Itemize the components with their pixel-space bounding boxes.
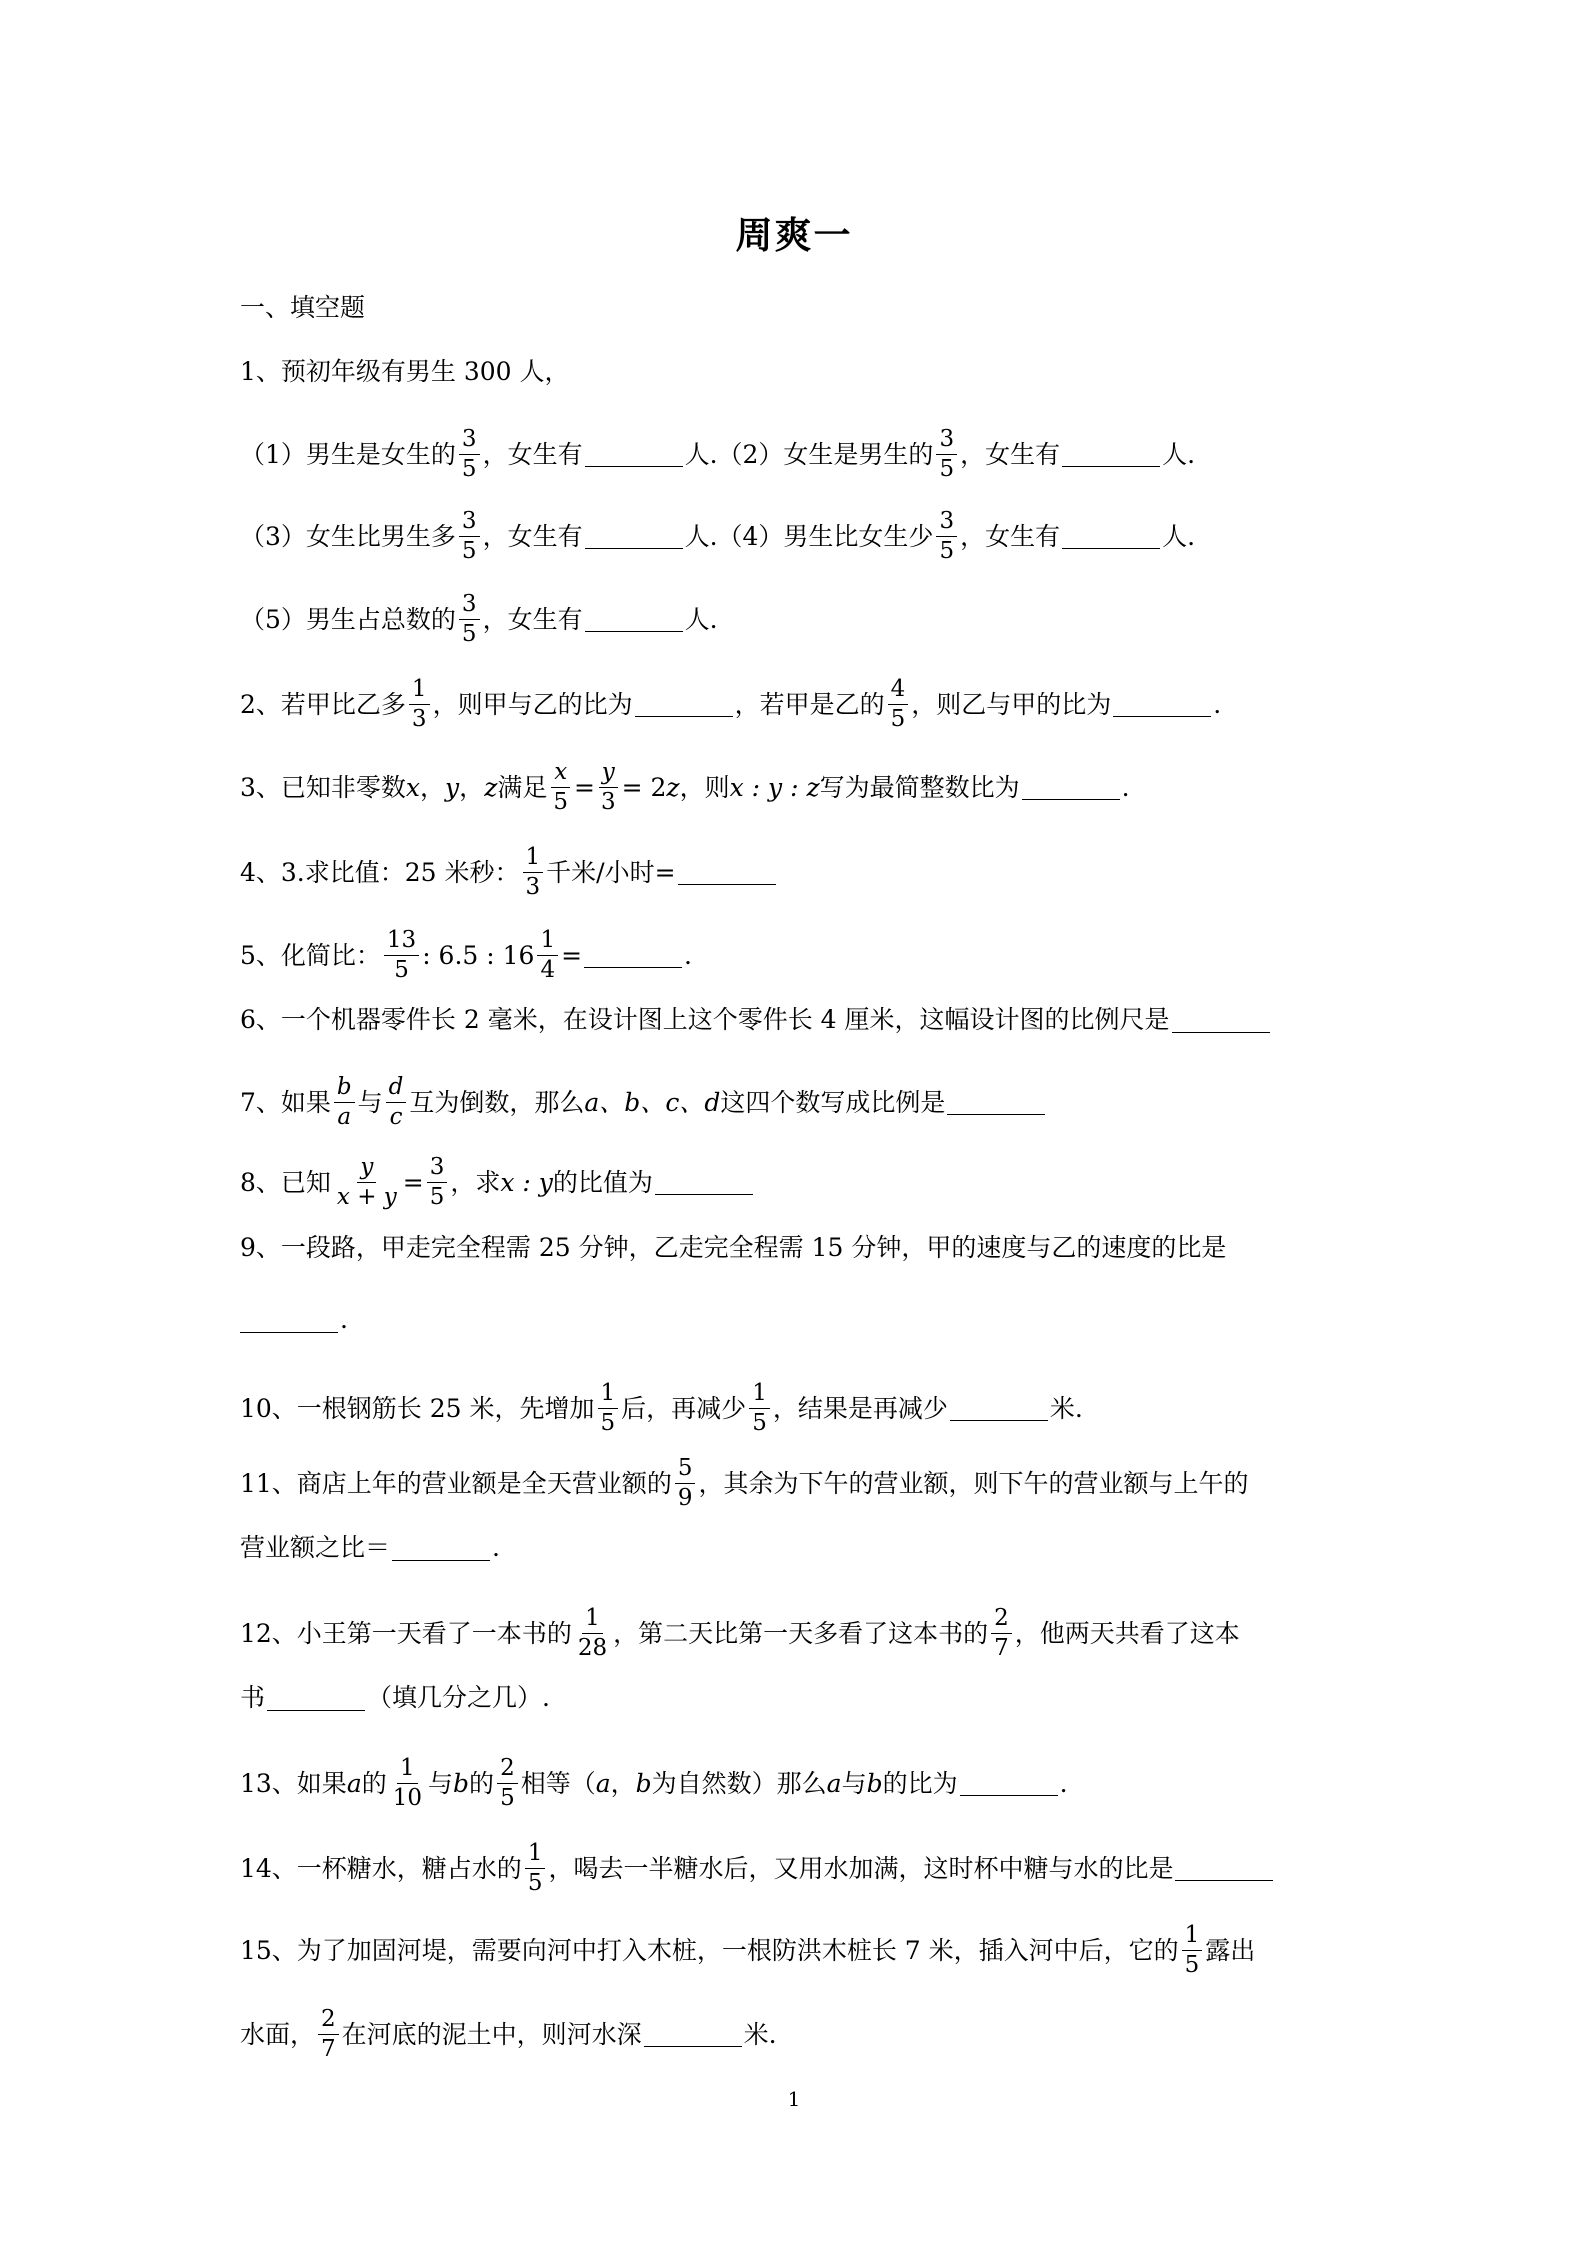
question-13 [240, 1755, 1360, 1812]
q3-text: ，则 [679, 772, 730, 802]
question-10 [240, 1380, 1360, 1437]
answer-blank[interactable] [392, 1536, 490, 1561]
answer-blank[interactable] [655, 1170, 753, 1195]
var-b: b [635, 1768, 652, 1798]
fraction-3-5 [459, 591, 480, 648]
question-11-continued [240, 1530, 1360, 1566]
frac-num: 1 [523, 844, 544, 873]
fraction-1-3 [523, 844, 544, 901]
q9-text: 9、一段路，甲走完全程需 25 分钟，乙走完全程需 15 分钟，甲的速度与乙的速度的比是 [240, 1233, 1227, 1262]
q5-text: . [684, 940, 692, 970]
question-1-stem [240, 354, 1360, 390]
frac-num: 4 [888, 676, 909, 705]
q12-text: ，他两天共看了这本 [1014, 1618, 1240, 1648]
q15-text: 米. [743, 2019, 777, 2049]
q13-text: 的 [361, 1768, 387, 1798]
question-9-continued [240, 1302, 1360, 1338]
frac-den: 5 [461, 621, 477, 647]
ratio-xyz: x : y : z [729, 772, 820, 802]
frac-num: 13 [384, 927, 419, 956]
frac-den: a [337, 1104, 352, 1130]
q2-text: ，若甲是乙的 [734, 689, 885, 719]
q13-text: 的比为 [882, 1768, 958, 1798]
question-15 [240, 1922, 1360, 1979]
fraction-4-5 [888, 676, 909, 733]
answer-blank[interactable] [585, 442, 683, 467]
answer-blank[interactable] [1175, 1856, 1273, 1881]
q5-text: : 6.5 : 16 [422, 940, 535, 970]
frac-den: 7 [994, 1635, 1009, 1661]
q7-text: 与 [357, 1087, 383, 1117]
frac-den: 4 [540, 957, 556, 983]
question-12-continued [240, 1680, 1360, 1716]
frac-num: y [599, 759, 618, 788]
question-1-part-5 [240, 591, 1360, 648]
section-heading [240, 290, 1360, 326]
answer-blank[interactable] [585, 524, 683, 549]
frac-den: 5 [553, 789, 569, 815]
fraction-y-3 [598, 759, 619, 816]
q7-text: 互为倒数，那么 [409, 1087, 585, 1117]
ratio-xy: x : y [500, 1167, 553, 1197]
answer-blank[interactable] [1022, 775, 1120, 800]
frac-num: 3 [936, 508, 957, 537]
frac-num: 1 [397, 1755, 418, 1784]
q14-text: 14、一杯糖水，糖占水的 [240, 1853, 522, 1883]
fraction-1-5 [1182, 1922, 1203, 1979]
section-label: 一、填空题 [240, 293, 366, 322]
q10-text: 后，再减少 [621, 1393, 747, 1423]
frac-num: 1 [749, 1380, 770, 1409]
frac-num: 2 [497, 1755, 518, 1784]
frac-den: x + y [336, 1184, 397, 1210]
answer-blank[interactable] [950, 1396, 1048, 1421]
q7-text: 7、如果 [240, 1087, 331, 1117]
frac-num: 3 [427, 1154, 448, 1183]
answer-blank[interactable] [1113, 692, 1211, 717]
answer-blank[interactable] [267, 1686, 365, 1711]
q3-text: 满足 [497, 772, 548, 802]
frac-num: y [357, 1154, 376, 1183]
q13-text: 与 [841, 1768, 867, 1798]
q8-text: = [402, 1167, 424, 1197]
fraction-x-5 [550, 759, 571, 816]
frac-den: 5 [939, 456, 955, 482]
q12-text: 12、小王第一天看了一本书的 [240, 1618, 572, 1648]
frac-den: 5 [394, 957, 409, 983]
frac-num: 3 [459, 508, 480, 537]
question-11 [240, 1455, 1360, 1512]
frac-den: 7 [321, 2036, 336, 2062]
frac-num: 1 [598, 1380, 619, 1409]
answer-blank[interactable] [584, 943, 682, 968]
frac-num: 1 [582, 1605, 603, 1634]
q3-text: ， [420, 772, 446, 802]
frac-den: 5 [939, 538, 955, 564]
answer-blank[interactable] [1062, 442, 1160, 467]
frac-den: 3 [600, 789, 616, 815]
answer-blank[interactable] [1172, 1008, 1270, 1033]
q15-text: 露出 [1205, 1935, 1256, 1965]
question-8 [240, 1154, 1360, 1211]
q2-text: ，则甲与乙的比为 [432, 689, 633, 719]
q12-text: 书 [240, 1683, 266, 1712]
q5-text: 5、化简比： [240, 940, 381, 970]
q2-text: . [1213, 689, 1222, 719]
answer-blank[interactable] [644, 2022, 742, 2047]
q8-text: ，求 [450, 1167, 501, 1197]
frac-num: 2 [991, 1605, 1012, 1634]
q15-text: 在河底的泥土中，则河水深 [341, 2019, 642, 2049]
q1-text: 人. [1162, 521, 1196, 551]
var-z: z [484, 772, 498, 802]
q13-text: 相等（ [520, 1768, 596, 1798]
q1-text: （3）女生比男生多 [240, 521, 456, 551]
q11-text: 营业额之比＝ [240, 1533, 391, 1562]
frac-den: 5 [461, 456, 477, 482]
answer-blank[interactable] [585, 607, 683, 632]
q1-text: ，女生有 [482, 604, 583, 634]
var-x: x [405, 772, 421, 802]
question-4 [240, 844, 1360, 901]
fraction-1-28 [575, 1605, 610, 1662]
q5-text: = [561, 940, 583, 970]
answer-blank[interactable] [635, 692, 733, 717]
q3-text: ， [459, 772, 485, 802]
fraction-1-5 [598, 1380, 619, 1437]
fraction-1-4 [537, 927, 558, 984]
var-b: b [453, 1768, 470, 1798]
frac-den: 5 [890, 706, 906, 732]
var-a: a [346, 1768, 362, 1798]
frac-den: 5 [1184, 1952, 1200, 1978]
question-7 [240, 1074, 1360, 1131]
q1-text: 人. [1162, 439, 1196, 469]
question-14 [240, 1840, 1360, 1897]
q9-text: . [340, 1305, 348, 1334]
fraction-y-xy [334, 1154, 400, 1211]
page-number: 1 [787, 2087, 801, 2111]
fraction-3-5 [427, 1154, 448, 1211]
fraction-5-9 [675, 1455, 696, 1512]
question-9 [240, 1230, 1360, 1266]
frac-num: 3 [459, 426, 480, 455]
frac-num: 1 [525, 1840, 546, 1869]
q13-text: 的 [469, 1768, 495, 1798]
q6-text: 6、一个机器零件长 2 毫米，在设计图上这个零件长 4 厘米，这幅设计图的比例尺是 [240, 1005, 1170, 1034]
q4-text: 4、3.求比值：25 米秒： [240, 857, 520, 887]
fraction-1-3 [409, 676, 430, 733]
q8-text: 的比值为 [552, 1167, 653, 1197]
q3-text: = 2 [621, 772, 667, 802]
question-15-continued [240, 2006, 1360, 2063]
fraction-1-10 [390, 1755, 425, 1812]
frac-num: d [386, 1074, 407, 1103]
q7-vars: a、b、c、d [584, 1087, 721, 1117]
frac-den: 3 [525, 874, 541, 900]
q13-text: 13、如果 [240, 1768, 347, 1798]
fraction-1-5 [749, 1380, 770, 1437]
q13-text: 为自然数）那么 [651, 1768, 827, 1798]
frac-num: b [334, 1074, 355, 1103]
q2-text: 2、若甲比乙多 [240, 689, 406, 719]
var-a: a [595, 1768, 611, 1798]
q2-text: ，则乙与甲的比为 [911, 689, 1112, 719]
frac-den: 5 [752, 1410, 767, 1436]
question-2 [240, 676, 1360, 733]
frac-den: 3 [411, 706, 427, 732]
answer-blank[interactable] [240, 1308, 338, 1333]
frac-den: 5 [429, 1184, 445, 1210]
var-z: z [666, 772, 680, 802]
q7-text: 这四个数写成比例是 [720, 1087, 946, 1117]
var-a: a [826, 1768, 842, 1798]
q1-text: 人.（2）女生是男生的 [684, 439, 934, 469]
page-title: 周爽一 [735, 214, 853, 257]
q4-text: 千米/小时= [546, 857, 676, 887]
q1-text: ，女生有 [482, 439, 583, 469]
q13-text: . [1059, 1768, 1068, 1798]
q10-text: ，结果是再减少 [772, 1393, 948, 1423]
answer-blank[interactable] [1062, 524, 1160, 549]
q13-text: ， [610, 1768, 636, 1798]
question-6 [240, 1002, 1360, 1038]
q10-text: 米. [1049, 1393, 1083, 1423]
frac-num: x [551, 759, 570, 788]
q11-text: ，其余为下午的营业额，则下午的营业额与上午的 [698, 1468, 1249, 1498]
var-b: b [866, 1768, 883, 1798]
question-1-part-1-2 [240, 426, 1360, 483]
q10-text: 10、一根钢筋长 25 米，先增加 [240, 1393, 595, 1423]
fraction-2-5 [497, 1755, 518, 1812]
fraction-13-5 [384, 927, 419, 984]
q12-text: （填几分之几）. [367, 1683, 550, 1712]
frac-den: 5 [600, 1410, 616, 1436]
fraction-3-5 [936, 426, 957, 483]
fraction-d-c [386, 1074, 407, 1131]
fraction-1-5 [525, 1840, 546, 1897]
q11-text: 11、商店上年的营业额是全天营业额的 [240, 1468, 672, 1498]
q1-text: ，女生有 [960, 439, 1061, 469]
frac-num: 1 [537, 927, 558, 956]
q15-text: 水面， [240, 2019, 316, 2049]
q1-stem-text: 1、预初年级有男生 300 人， [240, 357, 570, 386]
q1-text: 人.（4）男生比女生少 [684, 521, 934, 551]
fraction-b-a [334, 1074, 355, 1131]
frac-num: 1 [1182, 1922, 1203, 1951]
q1-text: （1）男生是女生的 [240, 439, 456, 469]
q3-text: . [1121, 772, 1130, 802]
q3-text: 3、已知非零数 [240, 772, 406, 802]
answer-blank[interactable] [960, 1771, 1058, 1796]
frac-den: 5 [500, 1785, 515, 1811]
answer-blank[interactable] [678, 860, 776, 885]
q15-text: 15、为了加固河堤，需要向河中打入木桩，一根防洪木桩长 7 米，插入河中后，它的 [240, 1935, 1179, 1965]
fraction-2-7 [318, 2006, 339, 2063]
fraction-3-5 [936, 508, 957, 565]
q11-text: . [492, 1533, 500, 1562]
q13-text: 与 [428, 1768, 454, 1798]
frac-den: c [389, 1104, 403, 1130]
q1-text: 人. [684, 604, 718, 634]
var-y: y [445, 772, 460, 802]
fraction-2-7 [991, 1605, 1012, 1662]
frac-den: 9 [677, 1485, 693, 1511]
q1-text: （5）男生占总数的 [240, 604, 456, 634]
answer-blank[interactable] [947, 1090, 1045, 1115]
question-12 [240, 1605, 1360, 1662]
frac-num: 5 [675, 1455, 696, 1484]
q1-text: ，女生有 [960, 521, 1061, 551]
frac-den: 5 [461, 538, 477, 564]
frac-num: 3 [459, 591, 480, 620]
q12-text: ，第二天比第一天多看了这本书的 [613, 1618, 989, 1648]
fraction-3-5 [459, 426, 480, 483]
frac-den: 10 [392, 1785, 423, 1811]
question-1-part-3-4 [240, 508, 1360, 565]
frac-den: 28 [577, 1635, 608, 1661]
frac-num: 1 [409, 676, 430, 705]
q3-text: 写为最简整数比为 [819, 772, 1020, 802]
q1-text: ，女生有 [482, 521, 583, 551]
question-3 [240, 759, 1360, 816]
q14-text: ，喝去一半糖水后，又用水加满，这时杯中糖与水的比是 [548, 1853, 1174, 1883]
frac-num: 3 [936, 426, 957, 455]
frac-num: 2 [318, 2006, 339, 2035]
fraction-3-5 [459, 508, 480, 565]
q3-text: = [574, 772, 595, 802]
question-5 [240, 927, 1360, 984]
frac-den: 5 [527, 1870, 543, 1896]
q8-text: 8、已知 [240, 1167, 331, 1197]
